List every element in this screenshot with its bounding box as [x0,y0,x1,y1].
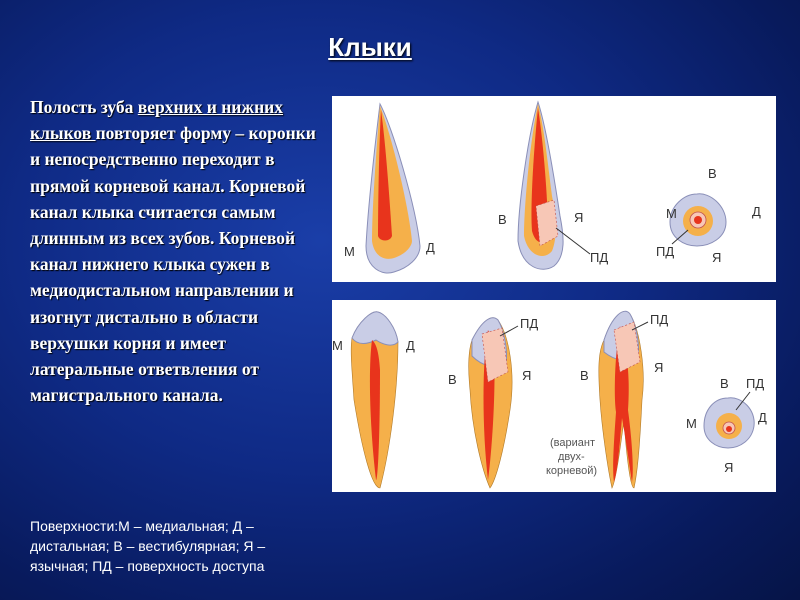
description-underlined: верхних и нижних клыков [30,97,283,144]
lower-canine-two-root-view [599,311,648,488]
label-pd3-lower: ПД [650,312,669,327]
description-part2: повторяет форму – коронки и непосредственно переходит в прямой корневой канал. Корневой канал клыка считается самым длинным из всех зубов. Корневой канал нижнего клыка сужен в медиодистальном направлении и изогнут дистально в области верхушки корня и имеет латеральные ответвления от магистрального канала. [30,123,316,406]
surfaces-legend: Поверхности:М – медиальная; Д – дистальная; В – вестибулярная; Я – язычная; ПД – поверхность доступа [30,518,266,574]
label-ya2: Я [574,210,584,225]
label-pd2: ПД [590,250,609,265]
label-v2: В [498,212,507,227]
upper-canine-figure [332,96,776,282]
lower-canine-figure [332,300,776,492]
label-v3-lower: В [580,368,589,383]
label-d1-lower: Д [406,338,415,353]
label-ya4-lower: Я [724,460,734,475]
lower-canine-md-view [351,312,398,488]
label-v4-lower: В [720,376,729,391]
label-ya3: Я [712,250,722,265]
description-part1: Полость зуба [30,97,138,117]
label-pd4-lower: ПД [746,376,765,391]
lower-canine-occlusal-view [704,392,754,448]
upper-canine-occlusal-view [670,194,726,246]
label-d3: Д [752,204,761,219]
label-ya2-lower: Я [522,368,532,383]
lower-canine-ll-view [469,318,518,488]
label-m3: М [666,206,677,221]
upper-canine-md-view [366,104,420,273]
upper-canine-ll-view [518,102,590,269]
label-v2-lower: В [448,372,457,387]
label-pd3: ПД [656,244,675,259]
label-m4-lower: М [686,416,697,431]
note-line3: корневой) [546,465,598,477]
label-v3: В [708,166,717,181]
slide-title: Клыки [328,32,412,62]
note-line2: двух- [558,451,585,463]
label-pd2-lower: ПД [520,316,539,331]
label-d1: Д [426,240,435,255]
label-m1: М [344,244,355,259]
label-d4-lower: Д [758,410,767,425]
note-line1: (вариант [550,437,595,449]
description-text [30,94,330,408]
label-ya3-lower: Я [654,360,664,375]
label-m1-lower: М [332,338,343,353]
